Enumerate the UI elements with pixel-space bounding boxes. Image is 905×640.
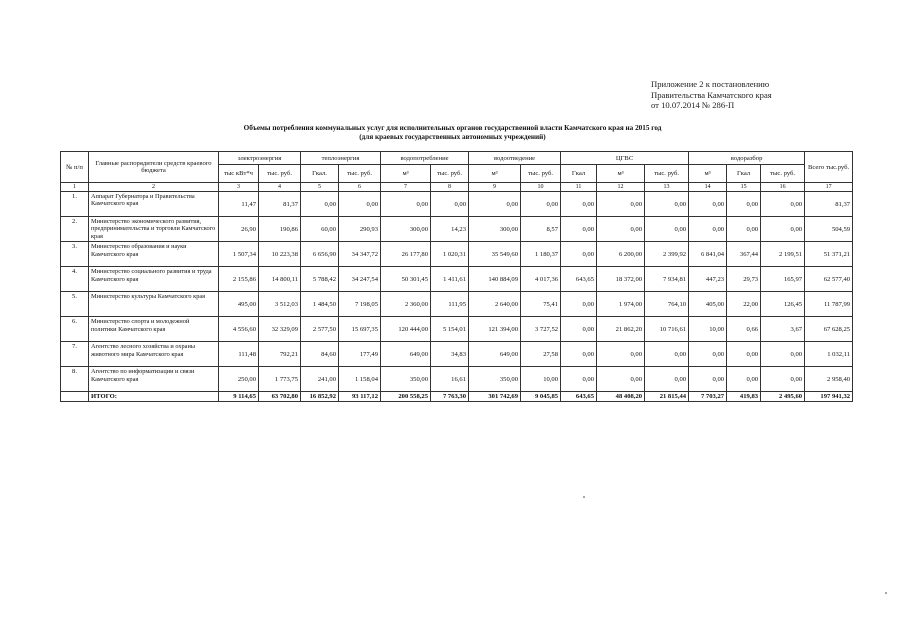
group-hot-water: ЦГВС bbox=[561, 152, 689, 165]
subheader: тыс кВт*ч bbox=[219, 165, 259, 183]
scan-speck bbox=[583, 496, 585, 498]
table-cell: 111,95 bbox=[431, 292, 469, 317]
table-cell: 0,00 bbox=[689, 192, 727, 217]
table-cell: 300,00 bbox=[469, 217, 521, 242]
group-heat: теплоэнергия bbox=[301, 152, 381, 165]
table-cell: 26 177,80 bbox=[381, 242, 431, 267]
group-water-draw: водоразбор bbox=[689, 152, 805, 165]
row-number: 5. bbox=[61, 292, 89, 317]
table-cell: 190,86 bbox=[259, 217, 301, 242]
table-cell: 0,00 bbox=[561, 292, 597, 317]
table-cell: 34 247,54 bbox=[339, 267, 381, 292]
total-cell: 643,65 bbox=[561, 392, 597, 402]
table-cell: 32 329,09 bbox=[259, 317, 301, 342]
table-cell: 34,83 bbox=[431, 342, 469, 367]
column-number: 4 bbox=[259, 183, 301, 192]
col-total-header: Всего тыс.руб. bbox=[805, 152, 853, 183]
table-cell: 4 556,60 bbox=[219, 317, 259, 342]
total-row-number bbox=[61, 392, 89, 402]
row-number: 2. bbox=[61, 217, 89, 242]
row-number: 3. bbox=[61, 242, 89, 267]
table-cell: 6 200,00 bbox=[597, 242, 645, 267]
table-cell: 241,00 bbox=[301, 367, 339, 392]
subheader: тыс. руб. bbox=[431, 165, 469, 183]
budget-holder-name: Аппарат Губернатора и Правительства Камчатского края bbox=[89, 192, 219, 217]
column-number: 10 bbox=[521, 183, 561, 192]
table-row bbox=[61, 267, 853, 292]
table-cell: 504,59 bbox=[805, 217, 853, 242]
total-cell: 200 558,25 bbox=[381, 392, 431, 402]
table-cell: 26,90 bbox=[219, 217, 259, 242]
table-cell: 2 640,00 bbox=[469, 292, 521, 317]
table-cell: 0,00 bbox=[597, 192, 645, 217]
table-cell: 0,00 bbox=[561, 242, 597, 267]
column-number: 6 bbox=[339, 183, 381, 192]
column-number: 16 bbox=[761, 183, 805, 192]
table-cell: 2 399,92 bbox=[645, 242, 689, 267]
table-cell: 15 697,35 bbox=[339, 317, 381, 342]
table-cell: 126,45 bbox=[761, 292, 805, 317]
table-cell: 0,00 bbox=[645, 192, 689, 217]
table-cell: 1 020,31 bbox=[431, 242, 469, 267]
subheader: тыс. руб. bbox=[259, 165, 301, 183]
table-cell: 0,00 bbox=[561, 317, 597, 342]
table-cell: 10,00 bbox=[521, 367, 561, 392]
table-cell: 120 444,00 bbox=[381, 317, 431, 342]
table-cell: 1 411,61 bbox=[431, 267, 469, 292]
total-cell: 7 703,27 bbox=[689, 392, 727, 402]
table-cell: 0,00 bbox=[761, 192, 805, 217]
subheader: м³ bbox=[469, 165, 521, 183]
table-cell: 350,00 bbox=[381, 367, 431, 392]
col-no-header: № п/п bbox=[61, 152, 89, 183]
table-cell: 0,00 bbox=[645, 342, 689, 367]
table-cell: 0,00 bbox=[689, 367, 727, 392]
table-cell: 14 800,11 bbox=[259, 267, 301, 292]
table-cell: 649,00 bbox=[469, 342, 521, 367]
total-cell: 48 408,20 bbox=[597, 392, 645, 402]
table-cell: 0,00 bbox=[689, 342, 727, 367]
column-number: 9 bbox=[469, 183, 521, 192]
column-number: 13 bbox=[645, 183, 689, 192]
table-cell: 1 773,75 bbox=[259, 367, 301, 392]
column-number: 2 bbox=[89, 183, 219, 192]
table-cell: 84,60 bbox=[301, 342, 339, 367]
table-cell: 1 158,04 bbox=[339, 367, 381, 392]
table-cell: 50 301,45 bbox=[381, 267, 431, 292]
table-cell: 0,00 bbox=[761, 217, 805, 242]
table-cell: 300,00 bbox=[381, 217, 431, 242]
table-cell: 495,00 bbox=[219, 292, 259, 317]
table-cell: 0,00 bbox=[561, 342, 597, 367]
table-cell: 1 507,34 bbox=[219, 242, 259, 267]
reference-line: Приложение 2 к постановлению bbox=[651, 79, 770, 89]
table-cell: 0,00 bbox=[727, 367, 761, 392]
table-cell: 1 032,11 bbox=[805, 342, 853, 367]
table-cell: 16,61 bbox=[431, 367, 469, 392]
column-number: 5 bbox=[301, 183, 339, 192]
column-number: 14 bbox=[689, 183, 727, 192]
table-cell: 0,00 bbox=[561, 367, 597, 392]
table-cell: 0,00 bbox=[689, 217, 727, 242]
reference-line: от 10.07.2014 № 286-П bbox=[651, 100, 735, 110]
subheader: тыс. руб. bbox=[339, 165, 381, 183]
table-cell: 0,00 bbox=[645, 367, 689, 392]
column-number: 15 bbox=[727, 183, 761, 192]
column-number: 17 bbox=[805, 183, 853, 192]
table-cell: 405,00 bbox=[689, 292, 727, 317]
budget-holder-name: Агентство по информатизации и связи Камчатского края bbox=[89, 367, 219, 392]
total-cell: 93 117,12 bbox=[339, 392, 381, 402]
budget-holder-name: Министерство социального развития и труда Камчатского края bbox=[89, 267, 219, 292]
table-cell: 0,00 bbox=[727, 217, 761, 242]
subheader: м³ bbox=[689, 165, 727, 183]
total-cell: 2 495,60 bbox=[761, 392, 805, 402]
table-cell: 0,00 bbox=[561, 192, 597, 217]
table-cell: 111,48 bbox=[219, 342, 259, 367]
table-cell: 11 787,99 bbox=[805, 292, 853, 317]
table-cell: 62 577,40 bbox=[805, 267, 853, 292]
group-drainage: водоотведение bbox=[469, 152, 561, 165]
table-cell: 0,00 bbox=[645, 217, 689, 242]
total-cell: 21 815,44 bbox=[645, 392, 689, 402]
budget-holder-name: Министерство экономического развития, предпринимательства и торговли Камчатского края bbox=[89, 217, 219, 242]
total-cell: 9 114,65 bbox=[219, 392, 259, 402]
table-cell: 0,00 bbox=[339, 192, 381, 217]
table-cell: 649,00 bbox=[381, 342, 431, 367]
row-number: 7. bbox=[61, 342, 89, 367]
table-row bbox=[61, 242, 853, 267]
table-cell: 643,65 bbox=[561, 267, 597, 292]
subheader: Гкал bbox=[561, 165, 597, 183]
table-cell: 350,00 bbox=[469, 367, 521, 392]
table-cell: 81,37 bbox=[259, 192, 301, 217]
column-number: 8 bbox=[431, 183, 469, 192]
table-cell: 2 360,00 bbox=[381, 292, 431, 317]
utilities-table bbox=[60, 151, 853, 402]
subheader: тыс. руб. bbox=[521, 165, 561, 183]
table-cell: 18 372,00 bbox=[597, 267, 645, 292]
table-cell: 4 017,36 bbox=[521, 267, 561, 292]
table-cell: 10,00 bbox=[689, 317, 727, 342]
table-cell: 67 628,25 bbox=[805, 317, 853, 342]
total-cell: 197 941,32 bbox=[805, 392, 853, 402]
table-cell: 1 484,50 bbox=[301, 292, 339, 317]
subheader: м³ bbox=[597, 165, 645, 183]
table-cell: 0,00 bbox=[761, 367, 805, 392]
table-cell: 165,97 bbox=[761, 267, 805, 292]
table-cell: 792,21 bbox=[259, 342, 301, 367]
table-cell: 0,00 bbox=[597, 217, 645, 242]
budget-holder-name: Министерство культуры Камчатского края bbox=[89, 292, 219, 317]
table-cell: 0,00 bbox=[761, 342, 805, 367]
table-cell: 10 716,61 bbox=[645, 317, 689, 342]
scan-speck bbox=[885, 592, 887, 594]
col-name-header: Главные распорядители средств краевого бюджета bbox=[89, 152, 219, 183]
column-number: 12 bbox=[597, 183, 645, 192]
column-number: 7 bbox=[381, 183, 431, 192]
table-cell: 34 347,72 bbox=[339, 242, 381, 267]
table-cell: 6 656,90 bbox=[301, 242, 339, 267]
subheader: м³ bbox=[381, 165, 431, 183]
table-row bbox=[61, 192, 853, 217]
table-cell: 121 394,00 bbox=[469, 317, 521, 342]
table-cell: 10 223,38 bbox=[259, 242, 301, 267]
table-cell: 6 841,04 bbox=[689, 242, 727, 267]
total-row bbox=[61, 392, 853, 402]
table-cell: 764,10 bbox=[645, 292, 689, 317]
table-cell: 75,41 bbox=[521, 292, 561, 317]
total-label: ИТОГО: bbox=[89, 392, 219, 402]
table-cell: 0,00 bbox=[597, 342, 645, 367]
table-cell: 290,93 bbox=[339, 217, 381, 242]
table-cell: 3 727,52 bbox=[521, 317, 561, 342]
table-cell: 0,00 bbox=[597, 367, 645, 392]
table-cell: 29,73 bbox=[727, 267, 761, 292]
table-cell: 3,67 bbox=[761, 317, 805, 342]
group-electricity: электроэнергия bbox=[219, 152, 301, 165]
group-water-supply: водопотребление bbox=[381, 152, 469, 165]
total-cell: 301 742,69 bbox=[469, 392, 521, 402]
table-cell: 250,00 bbox=[219, 367, 259, 392]
table-cell: 60,00 bbox=[301, 217, 339, 242]
table-cell: 35 549,60 bbox=[469, 242, 521, 267]
column-numbers-row bbox=[61, 183, 853, 192]
table-cell: 2 577,50 bbox=[301, 317, 339, 342]
total-cell: 16 852,92 bbox=[301, 392, 339, 402]
table-cell: 81,37 bbox=[805, 192, 853, 217]
table-row bbox=[61, 292, 853, 317]
row-number: 8. bbox=[61, 367, 89, 392]
table-row bbox=[61, 317, 853, 342]
table-cell: 0,00 bbox=[727, 192, 761, 217]
table-cell: 0,00 bbox=[301, 192, 339, 217]
table-row bbox=[61, 367, 853, 392]
table-cell: 2 155,86 bbox=[219, 267, 259, 292]
table-cell: 0,00 bbox=[381, 192, 431, 217]
table-cell: 5 154,01 bbox=[431, 317, 469, 342]
budget-holder-name: Министерство спорта и молодежной политики Камчатского края bbox=[89, 317, 219, 342]
table-cell: 1 974,00 bbox=[597, 292, 645, 317]
table-cell: 51 371,21 bbox=[805, 242, 853, 267]
column-number: 1 bbox=[61, 183, 89, 192]
column-number: 11 bbox=[561, 183, 597, 192]
total-cell: 419,83 bbox=[727, 392, 761, 402]
table-cell: 5 788,42 bbox=[301, 267, 339, 292]
table-cell: 2 199,51 bbox=[761, 242, 805, 267]
table-row bbox=[61, 342, 853, 367]
table-cell: 447,23 bbox=[689, 267, 727, 292]
table-cell: 0,00 bbox=[431, 192, 469, 217]
total-cell: 63 702,80 bbox=[259, 392, 301, 402]
table-cell: 7 934,81 bbox=[645, 267, 689, 292]
table-cell: 367,44 bbox=[727, 242, 761, 267]
reference-line: Правительства Камчатского края bbox=[651, 89, 772, 100]
table-cell: 8,57 bbox=[521, 217, 561, 242]
table-cell: 2 958,40 bbox=[805, 367, 853, 392]
subheader: Гкал bbox=[727, 165, 761, 183]
table-cell: 0,00 bbox=[469, 192, 521, 217]
table-cell: 14,23 bbox=[431, 217, 469, 242]
table-cell: 1 180,37 bbox=[521, 242, 561, 267]
table-cell: 21 862,20 bbox=[597, 317, 645, 342]
subheader: Гкал. bbox=[301, 165, 339, 183]
total-cell: 9 045,85 bbox=[521, 392, 561, 402]
table-cell: 0,00 bbox=[727, 342, 761, 367]
budget-holder-name: Агентство лесного хозяйства и охраны животного мира Камчатского края bbox=[89, 342, 219, 367]
table-cell: 27,58 bbox=[521, 342, 561, 367]
table-cell: 177,49 bbox=[339, 342, 381, 367]
table-cell: 7 198,05 bbox=[339, 292, 381, 317]
subheader: тыс. руб. bbox=[761, 165, 805, 183]
table-cell: 140 884,09 bbox=[469, 267, 521, 292]
table-row bbox=[61, 217, 853, 242]
row-number: 6. bbox=[61, 317, 89, 342]
column-number: 3 bbox=[219, 183, 259, 192]
resolution-reference bbox=[651, 79, 772, 111]
budget-holder-name: Министерство образования и науки Камчатского края bbox=[89, 242, 219, 267]
total-cell: 7 763,30 bbox=[431, 392, 469, 402]
table-cell: 0,00 bbox=[521, 192, 561, 217]
title-line: Объемы потребления коммунальных услуг для исполнительных органов государственной власти Камчатского края на 2015 год bbox=[243, 124, 662, 132]
subheader: тыс. руб. bbox=[645, 165, 689, 183]
row-number: 4. bbox=[61, 267, 89, 292]
row-number: 1. bbox=[61, 192, 89, 217]
table-cell: 22,00 bbox=[727, 292, 761, 317]
table-cell: 0,00 bbox=[561, 217, 597, 242]
table-cell: 0,66 bbox=[727, 317, 761, 342]
table-cell: 3 512,03 bbox=[259, 292, 301, 317]
document-title bbox=[100, 124, 805, 142]
title-subline: (для краевых государственных автономных учреждений) bbox=[359, 133, 546, 141]
table-cell: 11,47 bbox=[219, 192, 259, 217]
